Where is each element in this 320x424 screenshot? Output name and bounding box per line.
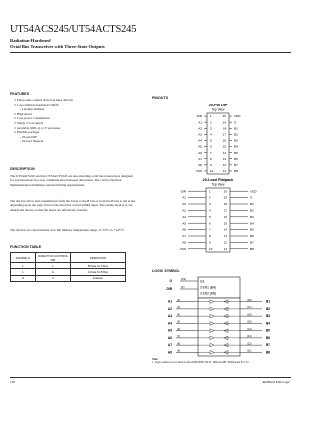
- b-pin-number: (17): [247, 306, 252, 310]
- logic-symbol-note: [152, 358, 287, 365]
- a-pin-label: A2: [167, 306, 172, 311]
- pin-number: 17: [222, 132, 226, 137]
- feature-item: - Latchup immune: [20, 107, 45, 112]
- pinout-diagrams: [150, 104, 295, 264]
- b-pin-number: (18): [247, 298, 252, 302]
- pin-label: DIR: [196, 114, 202, 119]
- flatpack-package-diagram: [180, 178, 258, 252]
- table-row: [11, 275, 126, 281]
- pin-number: 8: [210, 156, 212, 161]
- description-paragraph-2: The devices allow data transmission from the A bus to the B bus or from the B bus to the A bus depending upon the logic level at the direction control (DIR) input. The enable input (G) can disable the device so that the buses are effectively isolated.: [10, 199, 136, 212]
- table-cell: H: [36, 269, 71, 275]
- control-label-en2: 3 EN2 (AB): [200, 291, 217, 296]
- function-table-heading: FUNCTION TABLE: [10, 245, 42, 249]
- pin-label: A5: [198, 144, 202, 149]
- feature-item: □ Single 5 volt supply: [14, 120, 44, 125]
- description-heading: DESCRIPTION: [10, 167, 35, 171]
- pin-number: 5: [209, 214, 211, 219]
- pin-label: B6: [250, 234, 254, 239]
- feature-item: - 20-pin DIP: [20, 134, 37, 139]
- pin-label: B4: [250, 221, 254, 226]
- b-pin-number: (16): [247, 313, 252, 317]
- pin-label: G: [234, 120, 237, 125]
- a-pin-label: A6: [167, 335, 172, 340]
- control-label-g3: G3: [200, 279, 205, 284]
- pin-number: 11: [223, 246, 227, 251]
- flatpack-title: 20-Lead Flatpack: [202, 178, 234, 182]
- pin-label: A3: [182, 208, 186, 213]
- pin-number: 18: [222, 126, 226, 131]
- b-pin-number: (13): [247, 335, 252, 339]
- pin-label: A2: [198, 126, 202, 131]
- pin-label: B3: [250, 214, 254, 219]
- pin-label: VSS: [195, 169, 202, 174]
- pin-number: 15: [223, 221, 227, 226]
- pin-label: B2: [250, 208, 254, 213]
- pin-number: 20: [223, 189, 227, 194]
- pin-label: B1: [234, 126, 238, 131]
- pin-number: 3: [210, 126, 212, 131]
- pin-number: 20: [222, 114, 226, 119]
- pin-number: 2: [209, 195, 211, 200]
- a-pin-number: (5): [177, 320, 181, 324]
- pin-number: 12: [223, 240, 227, 245]
- table-cell: H: [11, 275, 36, 281]
- header-rule: [10, 52, 291, 53]
- a-pin-number: (9): [177, 349, 181, 353]
- a-pin-number: (2): [177, 298, 181, 302]
- pin-number: 11: [222, 169, 226, 174]
- logic-symbol-group: [167, 277, 271, 356]
- header-direction: DIRECTION CONTROL DIR: [36, 253, 71, 263]
- function-table-header-row: [11, 253, 126, 263]
- pin-number: 1: [209, 189, 211, 194]
- a-pin-label: A4: [167, 321, 172, 326]
- pin-label: A4: [182, 214, 186, 219]
- pin-label: VDD: [250, 189, 257, 194]
- pin-label: VSS: [179, 246, 186, 251]
- a-pin-label: A3: [167, 314, 172, 319]
- pin-number: 10: [209, 246, 213, 251]
- b-pin-number: (11): [247, 349, 252, 353]
- pin-label: VDD: [234, 114, 241, 119]
- table-cell: A Data To B Bus: [70, 269, 125, 275]
- table-cell: B Data To A Bus: [70, 263, 125, 269]
- pin-label: B8: [234, 169, 238, 174]
- table-cell: X: [36, 275, 71, 281]
- pin-label: DIR: [180, 189, 186, 194]
- a-pin-label: A5: [167, 328, 172, 333]
- table-cell: L: [36, 263, 71, 269]
- flatpack-view-label: Top View: [211, 182, 225, 187]
- pin-number: 12: [222, 162, 226, 167]
- header-operation: OPERATION: [70, 253, 125, 263]
- pin-number: 8: [209, 234, 211, 239]
- feature-item: □ Three-state outputs drive bus lines directly: [14, 98, 74, 102]
- a-pin-number: (3): [177, 306, 181, 310]
- control-label-en1: 3 EN1 (BA): [200, 285, 217, 290]
- pin-number: 13: [223, 234, 227, 239]
- pin-number: 4: [209, 208, 211, 213]
- pin-number: 14: [223, 227, 227, 232]
- pin-label: A3: [198, 132, 202, 137]
- dip-view-label: Top View: [211, 107, 225, 112]
- b-pin-label: B8: [266, 350, 271, 355]
- pin-number: 14: [222, 150, 226, 155]
- pin-number: 1: [210, 114, 212, 119]
- control-input-label: G: [169, 279, 172, 284]
- b-pin-number: (12): [247, 342, 252, 346]
- pin-label: B5: [234, 150, 238, 155]
- document-title: UT54ACS245/UT54ACTS245: [10, 24, 137, 35]
- pin-label: A5: [182, 221, 186, 226]
- feature-item: □ Available QML Q or V processes: [14, 125, 61, 130]
- pin-number: 10: [210, 169, 214, 174]
- pin-number: 4: [210, 132, 212, 137]
- pin-label: A1: [182, 195, 186, 200]
- subtitle-device-description: Octal Bus Transceiver with Three-State Outputs: [10, 44, 105, 49]
- pin-number: 16: [222, 138, 226, 143]
- table-cell: Isolation: [70, 275, 125, 281]
- pin-label: B7: [250, 240, 254, 245]
- pin-label: B1: [250, 202, 254, 207]
- pin-number: 2: [210, 120, 212, 125]
- pinouts-heading: PINOUTS: [152, 96, 168, 100]
- footer-brand: RadHard MSI Logic: [262, 380, 290, 384]
- b-pin-label: B3: [266, 314, 271, 319]
- pin-label: A2: [182, 202, 186, 207]
- a-pin-label: A1: [167, 299, 172, 304]
- features-heading: FEATURES: [10, 92, 30, 96]
- pin-number: 6: [210, 144, 212, 149]
- logic-symbol-diagram: [150, 274, 295, 358]
- pin-number: 18: [223, 202, 227, 207]
- pin-number: 3: [209, 202, 211, 207]
- header-enable: ENABLE G: [11, 253, 36, 263]
- a-pin-number: (4): [177, 313, 181, 317]
- a-pin-number: (8): [177, 342, 181, 346]
- pin-label: B8: [250, 246, 254, 251]
- pin-label: A8: [198, 162, 202, 167]
- note-heading: Note:: [152, 358, 159, 361]
- pin-label: A6: [182, 227, 186, 232]
- description-paragraph-3: The devices are characterized over full military temperature range of -55°C to +125°C.: [10, 228, 125, 232]
- pin-number: 9: [209, 240, 211, 245]
- a-pin-label: A8: [167, 350, 172, 355]
- pin-number: 7: [209, 227, 211, 232]
- dip-package-diagram: [196, 104, 242, 174]
- pin-label: B4: [234, 144, 238, 149]
- subtitle-radiation-hardened: Radiation-Hardened: [10, 38, 51, 43]
- pin-number: 19: [223, 195, 227, 200]
- pin-number: 15: [222, 144, 226, 149]
- pin-number: 19: [222, 120, 226, 125]
- b-pin-label: B2: [266, 306, 271, 311]
- pin-label: A8: [182, 240, 186, 245]
- control-input-number: (1): [181, 285, 185, 290]
- pin-number: 16: [223, 214, 227, 219]
- note-text: 1. Logic symbol in accordance with ANSI/IEEE Std 91-1984 and IEC Publication 617-12.: [152, 361, 250, 365]
- b-pin-label: B5: [266, 328, 271, 333]
- feature-item: □ Low power consumption: [14, 116, 50, 121]
- pin-number: 13: [222, 156, 226, 161]
- control-input-number: (19): [181, 277, 186, 282]
- pin-label: A1: [198, 120, 202, 125]
- dip-title: 20-Pin DIP: [208, 104, 228, 107]
- b-pin-number: (14): [247, 327, 252, 331]
- pin-label: B3: [234, 138, 238, 143]
- feature-item: □ Flexible package: [14, 130, 40, 135]
- function-table: [10, 252, 126, 282]
- pin-label: B2: [234, 132, 238, 137]
- b-pin-label: B1: [266, 299, 271, 304]
- feature-item: □ High speed: [14, 111, 32, 116]
- description-paragraph-1: The UT54ACS245 and the UT54ACTS245 are non-inverting octal bus transceivers designed for asynchronous two-way communication between data buses. The control function implementation minimizes external timing requirements.: [10, 174, 133, 187]
- pin-label: B7: [234, 162, 238, 167]
- a-pin-number: (6): [177, 327, 181, 331]
- logic-symbol-heading: LOGIC SYMBOL: [152, 269, 180, 273]
- b-pin-label: B4: [266, 321, 271, 326]
- footer-rule: [10, 377, 291, 378]
- pin-label: B6: [234, 156, 238, 161]
- page-number: 165: [10, 380, 16, 384]
- a-pin-label: A7: [167, 343, 172, 348]
- features-list: [10, 98, 130, 144]
- pin-label: G: [250, 195, 253, 200]
- table-cell: L: [11, 269, 36, 275]
- a-pin-number: (7): [177, 335, 181, 339]
- pin-number: 7: [210, 150, 212, 155]
- pin-label: A4: [198, 138, 202, 143]
- pin-number: 6: [209, 221, 211, 226]
- b-pin-label: B7: [266, 343, 271, 348]
- transceiver-block: [198, 298, 240, 356]
- feature-item: □ 1.2μ radiation-hardened CMOS: [14, 102, 59, 107]
- pin-label: A7: [198, 156, 202, 161]
- pin-label: B5: [250, 227, 254, 232]
- b-pin-number: (15): [247, 320, 252, 324]
- pin-number: 5: [210, 138, 212, 143]
- control-input-label: DIR: [166, 287, 172, 292]
- feature-item: - 20-lead flatpack: [20, 139, 44, 144]
- pin-number: 9: [210, 162, 212, 167]
- table-cell: L: [11, 263, 36, 269]
- b-pin-label: B6: [266, 335, 271, 340]
- pin-label: A7: [182, 234, 186, 239]
- pin-number: 17: [223, 208, 227, 213]
- pin-label: A6: [198, 150, 202, 155]
